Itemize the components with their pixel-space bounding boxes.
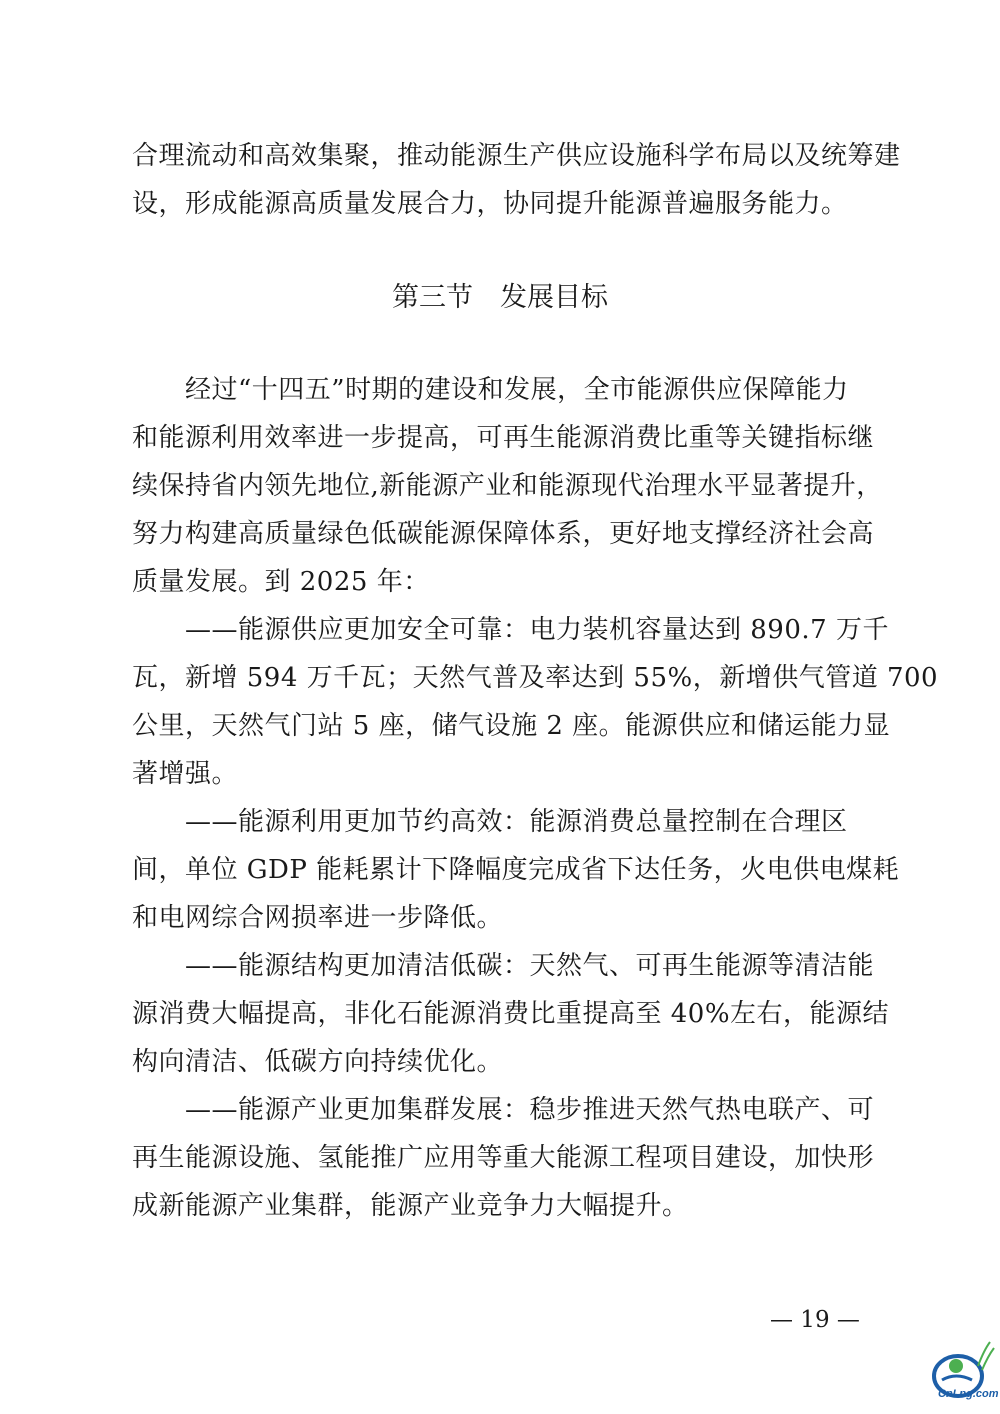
text-line: 公里，天然气门站 5 座，储气设施 2 座。能源供应和储运能力显 (132, 711, 891, 741)
text-line: 和电网综合网损率进一步降低。 (132, 903, 504, 933)
text-line: 再生能源设施、氢能推广应用等重大能源工程项目建设，加快形 (132, 1143, 875, 1173)
text-line: 间，单位 GDP 能耗累计下降幅度完成省下达任务，火电供电煤耗 (132, 855, 900, 885)
text-line: 合理流动和高效集聚，推动能源生产供应设施科学布局以及统筹建 (132, 141, 901, 171)
text-line: 成新能源产业集群，能源产业竞争力大幅提升。 (132, 1191, 689, 1221)
text-line: 设，形成能源高质量发展合力，协同提升能源普遍服务能力。 (132, 189, 848, 219)
watermark-text: CnLng.com (938, 1388, 999, 1400)
text-line: 瓦，新增 594 万千瓦；天然气普及率达到 55%，新增供气管道 700 (132, 663, 939, 693)
text-line: 续保持省内领先地位,新能源产业和能源现代治理水平显著提升， (132, 471, 883, 501)
text-line: 经过“十四五”时期的建设和发展，全市能源供应保障能力 (132, 375, 849, 405)
section-title: 第三节 发展目标 (392, 282, 608, 313)
text-line: ——能源产业更加集群发展：稳步推进天然气热电联产、可 (132, 1095, 875, 1125)
text-line: 源消费大幅提高，非化石能源消费比重提高至 40%左右，能源结 (132, 999, 890, 1029)
text-line: 构向清洁、低碳方向持续优化。 (132, 1047, 504, 1077)
text-line: 质量发展。到 2025 年： (132, 567, 430, 597)
text-line: 著增强。 (132, 759, 239, 789)
text-line: ——能源结构更加清洁低碳：天然气、可再生能源等清洁能 (132, 951, 875, 981)
text-line: ——能源利用更加节约高效：能源消费总量控制在合理区 (132, 807, 848, 837)
text-line: 努力构建高质量绿色低碳能源保障体系，更好地支撑经济社会高 (132, 519, 875, 549)
text-line: ——能源供应更加安全可靠：电力装机容量达到 890.7 万千 (132, 615, 889, 645)
page-number: — 19 — (770, 1307, 860, 1333)
text-line: 和能源利用效率进一步提高，可再生能源消费比重等关键指标继 (132, 423, 875, 453)
